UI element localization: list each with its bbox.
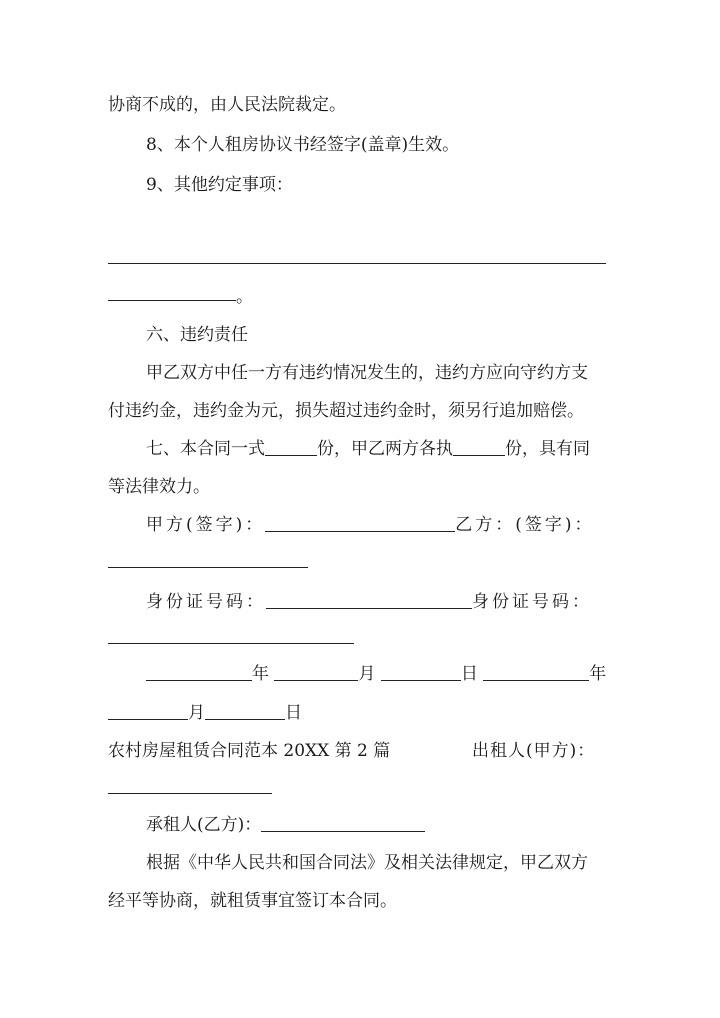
id-label-b: 身份证号码：	[472, 592, 592, 612]
clause-9: 9、其他约定事项：	[146, 175, 293, 195]
section-7-line-2: 等法律效力。	[108, 477, 210, 497]
lessor-label: 出租人(甲方)：	[472, 741, 596, 761]
next-contract-title: 农村房屋租赁合同范本 20XX 第 2 篇	[108, 741, 391, 761]
day-b-label: 日	[285, 703, 302, 723]
party-b-sign-blank	[108, 567, 308, 568]
copies-each-blank	[453, 454, 505, 456]
id-label-a: 身份证号码：	[146, 592, 266, 612]
party-a-sign-label: 甲方(签字)：	[146, 515, 266, 535]
section-7-text-c: 份，具有同	[505, 439, 590, 459]
year-b-blank	[483, 679, 589, 681]
day-a-label: 日	[460, 664, 478, 684]
paragraph-tail: 协商不成的，由人民法院裁定。	[108, 95, 346, 115]
copies-total-blank	[265, 454, 317, 456]
section-7-line-1	[146, 439, 590, 459]
blank-line-long	[108, 263, 606, 264]
year-a-label: 年	[252, 664, 269, 684]
date-row-1	[146, 664, 606, 684]
id-a-blank	[266, 607, 472, 609]
section-7-text-b: 份，甲乙两方各执	[317, 439, 453, 459]
preamble-line-2: 经平等协商，就租赁事宜签订本合同。	[108, 891, 397, 911]
day-a-blank	[381, 679, 461, 681]
section-7-text-a: 七、本合同一式	[146, 439, 265, 459]
lessee-row	[146, 815, 425, 835]
date-row-2	[108, 703, 302, 723]
blank-line-short	[108, 300, 236, 301]
signature-row	[146, 515, 595, 535]
party-b-sign-label: 乙方：(签字)：	[455, 515, 595, 535]
id-number-row	[146, 592, 592, 612]
year-b-label: 年	[589, 664, 607, 684]
preamble-line-1: 根据《中华人民共和国合同法》及相关法律规定，甲乙双方	[146, 853, 588, 873]
section-6-line-1: 甲乙双方中任一方有违约情况发生的，违约方应向守约方支	[146, 363, 588, 383]
clause-8: 8、本个人租房协议书经签字(盖章)生效。	[146, 135, 460, 155]
month-a-blank	[274, 679, 358, 681]
day-b-blank	[205, 718, 285, 720]
section-6-line-2: 付违约金，违约金为元，损失超过违约金时，须另行追加赔偿。	[108, 401, 584, 421]
lessee-label: 承租人(乙方)：	[146, 815, 262, 835]
month-b-blank	[108, 718, 188, 720]
year-a-blank	[146, 679, 252, 681]
party-a-sign-blank	[265, 530, 455, 532]
month-a-label: 月	[358, 664, 376, 684]
section-6-title: 六、违约责任	[146, 325, 248, 345]
month-b-label: 月	[188, 703, 205, 723]
lessor-blank	[108, 793, 272, 794]
id-b-blank	[108, 643, 354, 644]
clause-9-period: 。	[236, 287, 253, 307]
lessee-blank	[261, 830, 425, 832]
